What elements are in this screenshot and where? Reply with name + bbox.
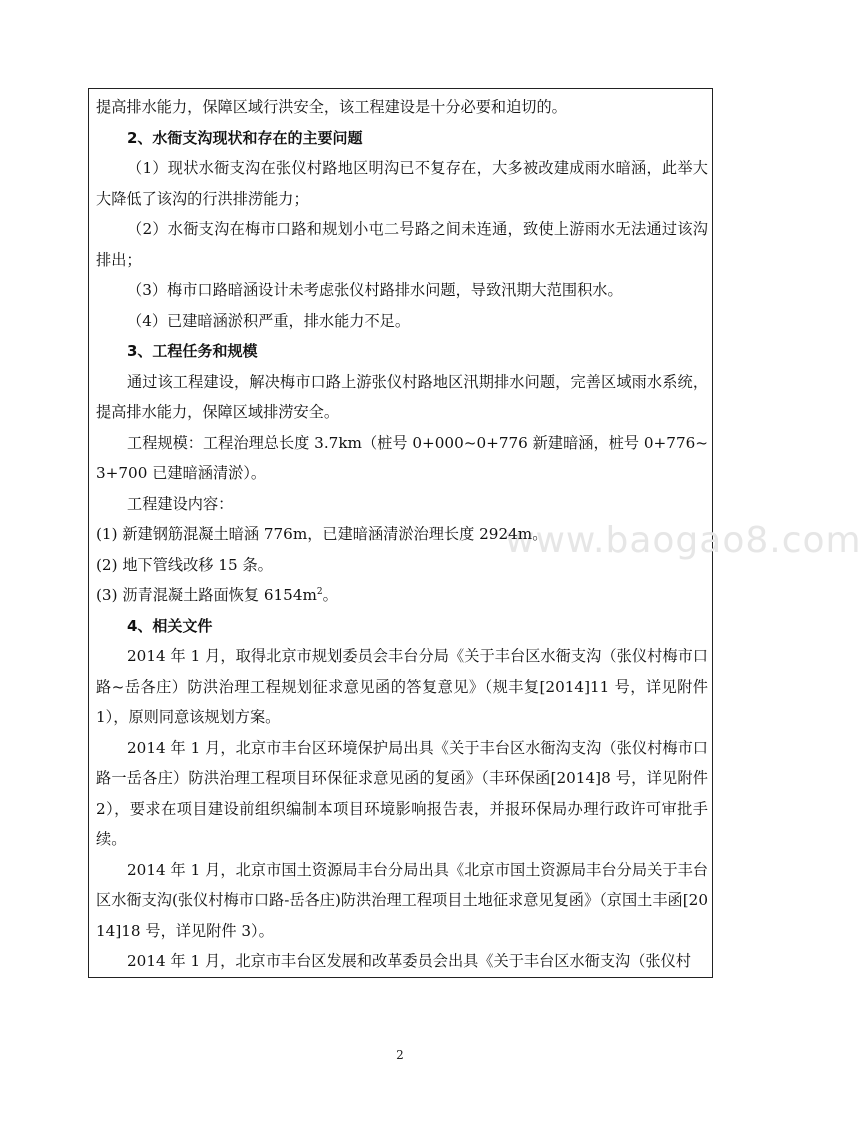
content-item-3 xyxy=(96,580,708,611)
content-item-1: (1) 新建钢筋混凝土暗涵 776m，已建暗涵清淤治理长度 2924m。 xyxy=(96,525,548,543)
issue-item-2: （2）水衙支沟在梅市口路和规划小屯二号路之间未连通，致使上游雨水无法通过该沟排出； xyxy=(96,220,708,269)
document-paragraph-4: 2014 年 1 月，北京市丰台区发展和改革委员会出具《关于丰台区水衙支沟（张仪村 xyxy=(127,952,691,970)
content-item-3-superscript: 2 xyxy=(316,586,323,597)
watermark: www.baogao8.com xyxy=(505,520,862,561)
issue-item-4: （4）已建暗涵淤积严重，排水能力不足。 xyxy=(127,311,411,330)
issue-item-3: （3）梅市口路暗涵设计未考虑张仪村路排水问题，导致汛期大范围积水。 xyxy=(127,281,623,299)
content-item-3-text: (3) 沥青混凝土路面恢复 6154m xyxy=(96,586,317,604)
content-item-2: (2) 地下管线改移 15 条。 xyxy=(96,555,273,574)
content-label: 工程建设内容： xyxy=(127,494,234,513)
document-body xyxy=(96,92,708,977)
issue-item-1: （1）现状水衙支沟在张仪村路地区明沟已不复存在，大多被改建成雨水暗涵，此举大大降低了该沟的行洪排涝能力； xyxy=(96,159,708,208)
section-3-heading: 3、工程任务和规模 xyxy=(127,342,258,360)
document-paragraph-2: 2014 年 1 月，北京市丰台区环境保护局出具《关于丰台区水衙沟支沟（张仪村梅市口路一岳各庄）防洪治理工程项目环保征求意见函的复函》（丰环保函[2014]8 号，详见附件 2），要求在项目建设前组织编制本项目环境影响报告表，并报环保局办理行政许可审批手续。 xyxy=(96,738,708,848)
document-paragraph-3: 2014 年 1 月，北京市国土资源局丰台分局出具《北京市国土资源局丰台分局关于丰台区水衙支沟(张仪村梅市口路-岳各庄)防洪治理工程项目土地征求意见复函》（京国土丰函[2014]18 号，详见附件 3）。 xyxy=(96,860,708,940)
task-paragraph: 通过该工程建设，解决梅市口路上游张仪村路地区汛期排水问题，完善区域雨水系统，提高排水能力，保障区域排涝安全。 xyxy=(96,372,708,421)
page-number: 2 xyxy=(396,1048,404,1062)
section-4-heading: 4、相关文件 xyxy=(127,616,213,635)
continuation-paragraph: 提高排水能力，保障区域行洪安全，该工程建设是十分必要和迫切的。 xyxy=(96,98,567,116)
content-item-3-end: 。 xyxy=(322,586,338,604)
section-2-heading: 2、水衙支沟现状和存在的主要问题 xyxy=(127,128,363,147)
document-paragraph-1: 2014 年 1 月，取得北京市规划委员会丰台分局《关于丰台区水衙支沟（张仪村梅市口路~岳各庄）防洪治理工程规划征求意见函的答复意见》（规丰复[2014]11 号，详见附件 1），原则同意该规划方案。 xyxy=(96,647,708,726)
scale-paragraph: 工程规模：工程治理总长度 3.7km（桩号 0+000~0+776 新建暗涵，桩号 0+776~3+700 已建暗涵清淤）。 xyxy=(96,433,708,482)
